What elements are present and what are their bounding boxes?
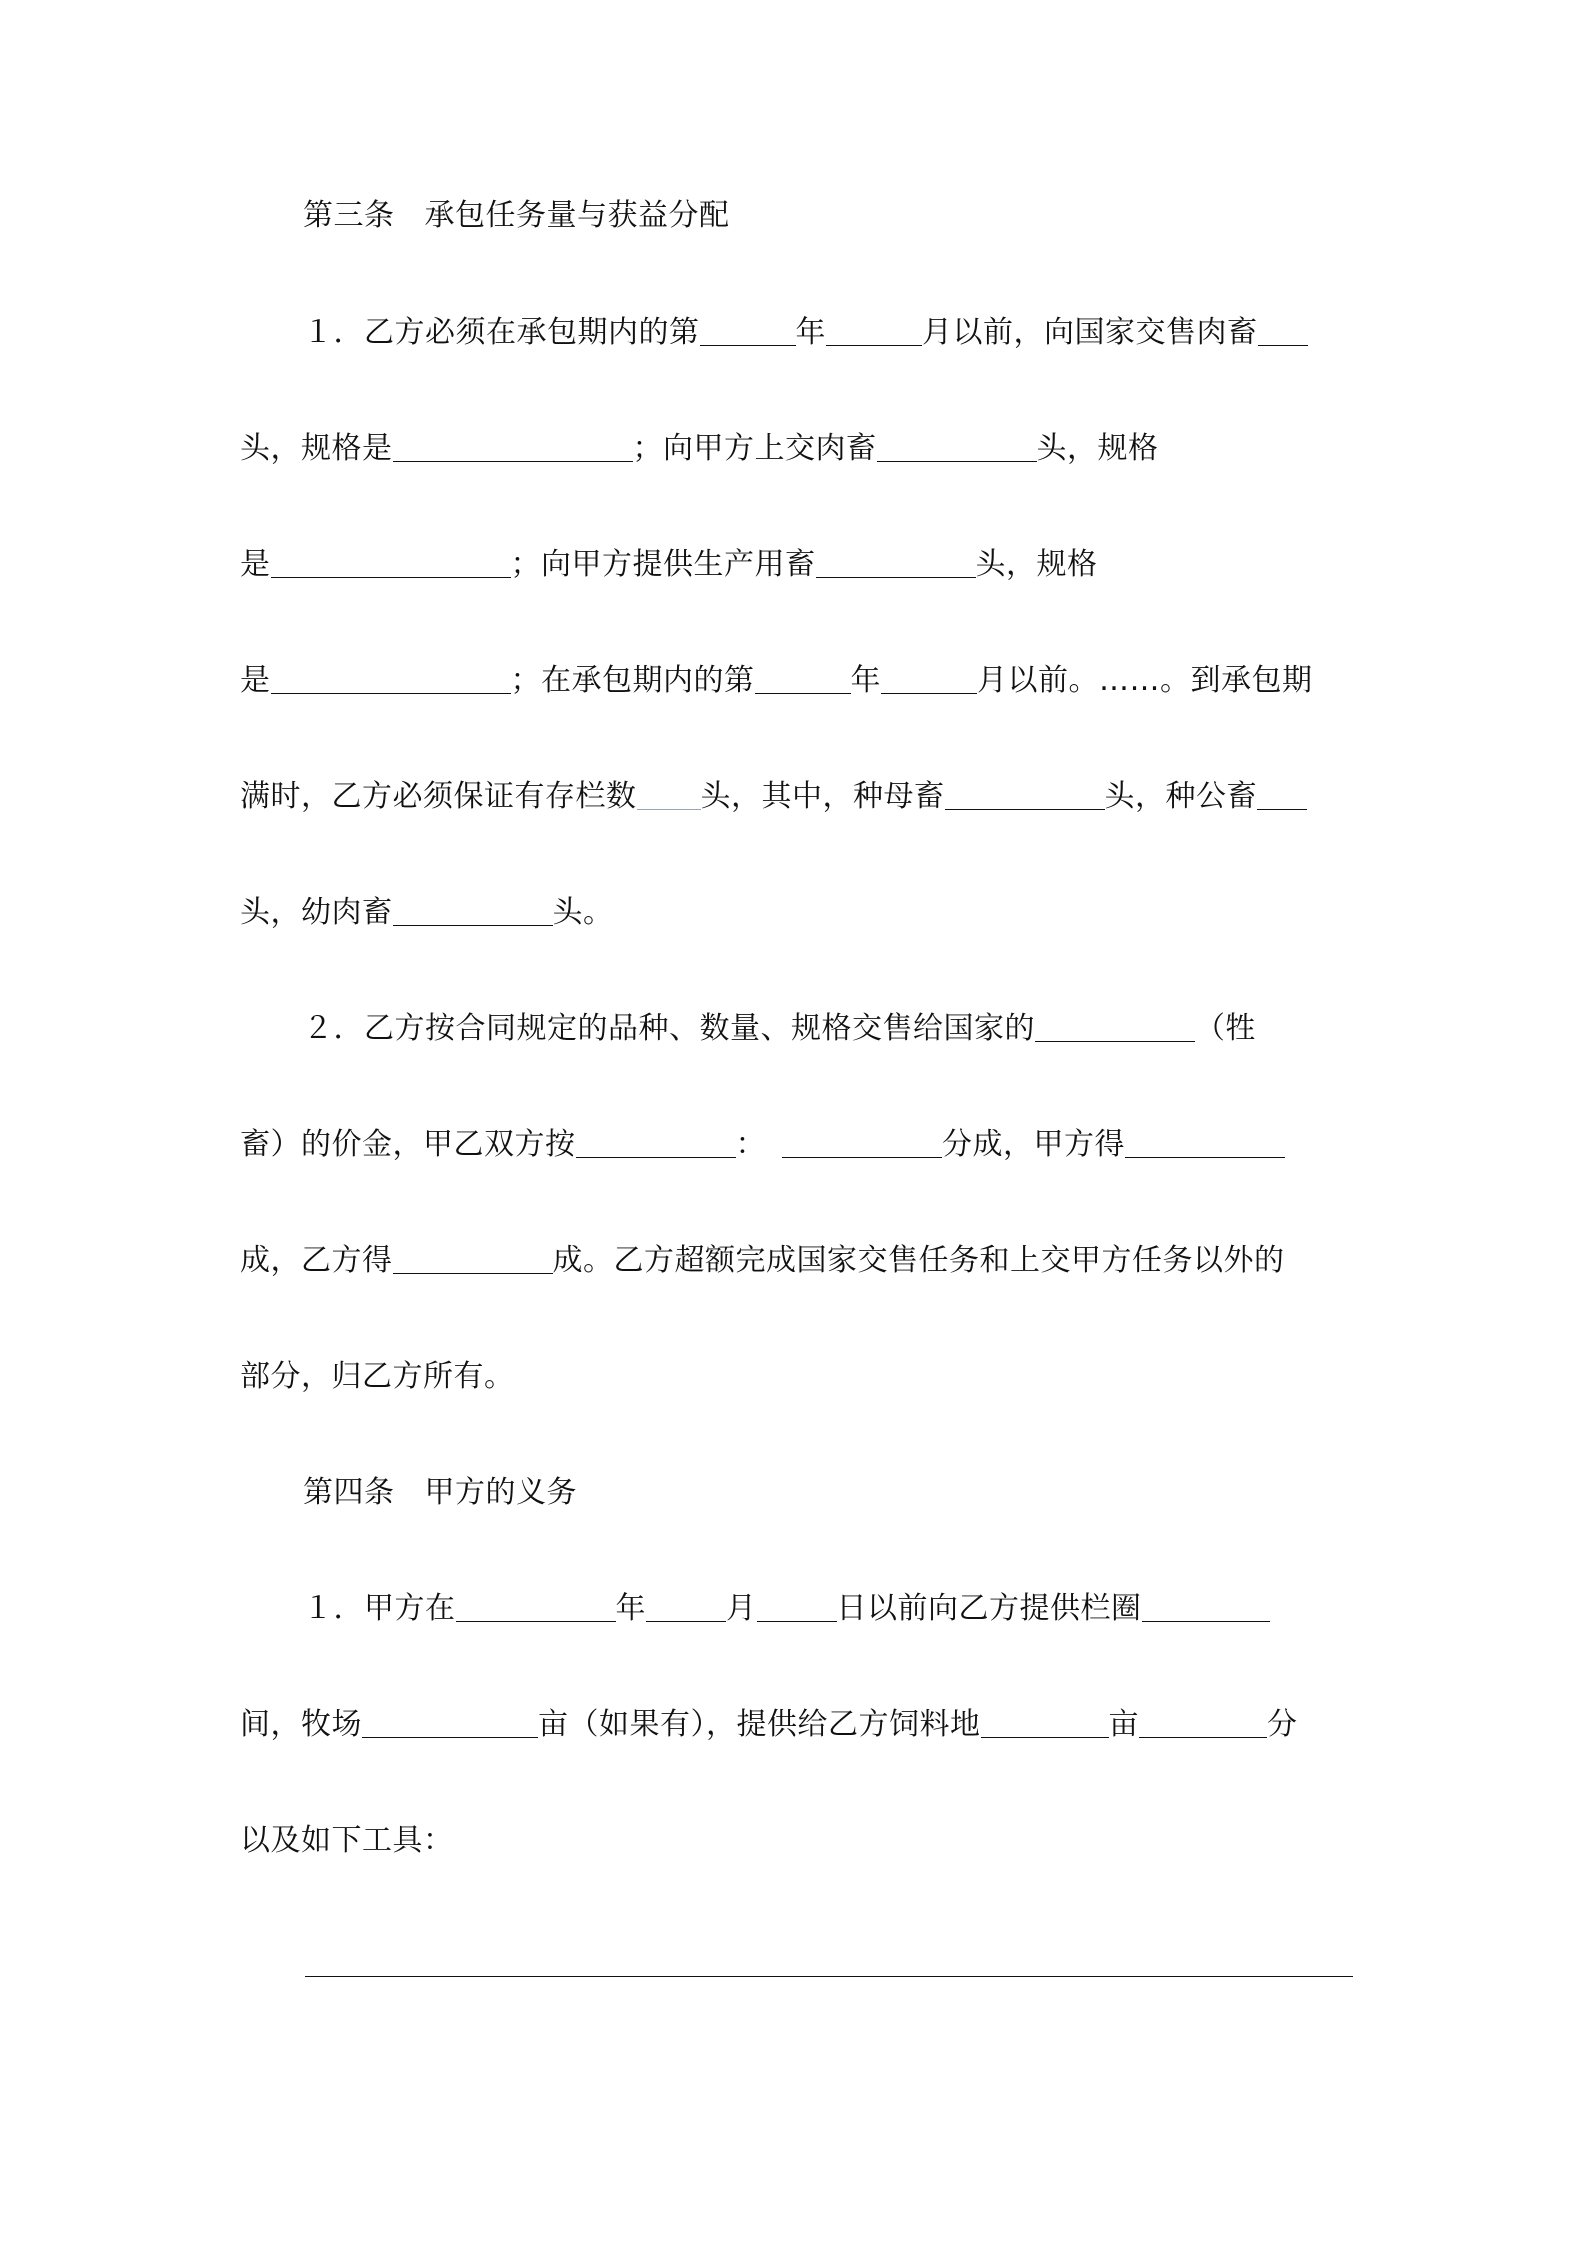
article-3-heading bbox=[303, 196, 730, 236]
blank-day[interactable] bbox=[757, 1595, 837, 1622]
a3-p2-line-2: 畜）的价金，甲乙双方按 ： 分成，甲方得 bbox=[240, 1125, 1285, 1165]
article-3-number: 第三条 bbox=[303, 198, 395, 233]
blank-stock-count[interactable] bbox=[637, 783, 701, 810]
blank-month-2[interactable] bbox=[881, 667, 977, 694]
a4-p1-line-1: １．甲方在 年 月 日以前向乙方提供栏圈 bbox=[303, 1589, 1270, 1629]
a3-p1-line-4: 是 ；在承包期内的第 年 月以前。……。到承包期 bbox=[240, 663, 1313, 698]
blank-year-3[interactable] bbox=[456, 1595, 616, 1622]
blank-party-a-share[interactable] bbox=[1125, 1131, 1285, 1158]
blank-state-sale-count[interactable] bbox=[1258, 319, 1308, 346]
a3-p1-line-1: １．乙方必须在承包期内的第 年 月以前，向国家交售肉畜 bbox=[303, 313, 1308, 353]
article-4-title: 甲方的义务 bbox=[424, 1475, 577, 1510]
blank-pasture-area[interactable] bbox=[362, 1711, 538, 1738]
a3-p2-line-1: ２．乙方按合同规定的品种、数量、规格交售给国家的 （牲 bbox=[303, 1011, 1256, 1046]
blank-ratio-b[interactable] bbox=[782, 1131, 942, 1158]
a3-p1-line-6: 头，幼肉畜 头。 bbox=[240, 895, 614, 930]
blank-livestock[interactable] bbox=[1035, 1015, 1195, 1042]
blank-breeding-female[interactable] bbox=[945, 783, 1105, 810]
blank-pen-count[interactable] bbox=[1142, 1595, 1270, 1622]
blank-tools-line[interactable] bbox=[305, 1976, 1353, 1977]
a3-p2-line-3: 成，乙方得 成。乙方超额完成国家交售任务和上交甲方任务以外的 bbox=[240, 1243, 1285, 1278]
a3-p1-line-5: 满时，乙方必须保证有存栏数 头，其中，种母畜 头，种公畜 bbox=[240, 777, 1307, 817]
blank-young-count[interactable] bbox=[393, 899, 553, 926]
blank-month-3[interactable] bbox=[646, 1595, 726, 1622]
blank-year-2[interactable] bbox=[755, 667, 851, 694]
article-3-title: 承包任务量与获益分配 bbox=[424, 198, 730, 233]
blank-year[interactable] bbox=[700, 319, 796, 346]
blank-party-a-count[interactable] bbox=[877, 435, 1037, 462]
blank-feed-land-mu[interactable] bbox=[981, 1711, 1109, 1738]
blank-breeding-male[interactable] bbox=[1257, 783, 1307, 810]
a3-p2-line-4: 部分，归乙方所有。 bbox=[240, 1359, 515, 1394]
a3-p1-line-2: 头，规格是 ；向甲方上交肉畜 头，规格 bbox=[240, 431, 1159, 466]
a4-p1-line-2: 间，牧场 亩（如果有），提供给乙方饲料地 亩 分 bbox=[240, 1707, 1298, 1742]
blank-ratio-a[interactable] bbox=[576, 1131, 736, 1158]
blank-spec-3[interactable] bbox=[271, 667, 511, 694]
blank-month[interactable] bbox=[826, 319, 922, 346]
blank-party-b-share[interactable] bbox=[393, 1247, 553, 1274]
article-4-heading bbox=[303, 1473, 577, 1513]
a4-p1-line-3: 以及如下工具： bbox=[240, 1823, 454, 1858]
blank-feed-land-fen[interactable] bbox=[1139, 1711, 1267, 1738]
blank-spec-2[interactable] bbox=[271, 551, 511, 578]
article-4-number: 第四条 bbox=[303, 1475, 395, 1510]
a3-p1-line-3: 是 ；向甲方提供生产用畜 头，规格 bbox=[240, 547, 1098, 582]
blank-spec[interactable] bbox=[393, 435, 633, 462]
blank-production-count[interactable] bbox=[816, 551, 976, 578]
